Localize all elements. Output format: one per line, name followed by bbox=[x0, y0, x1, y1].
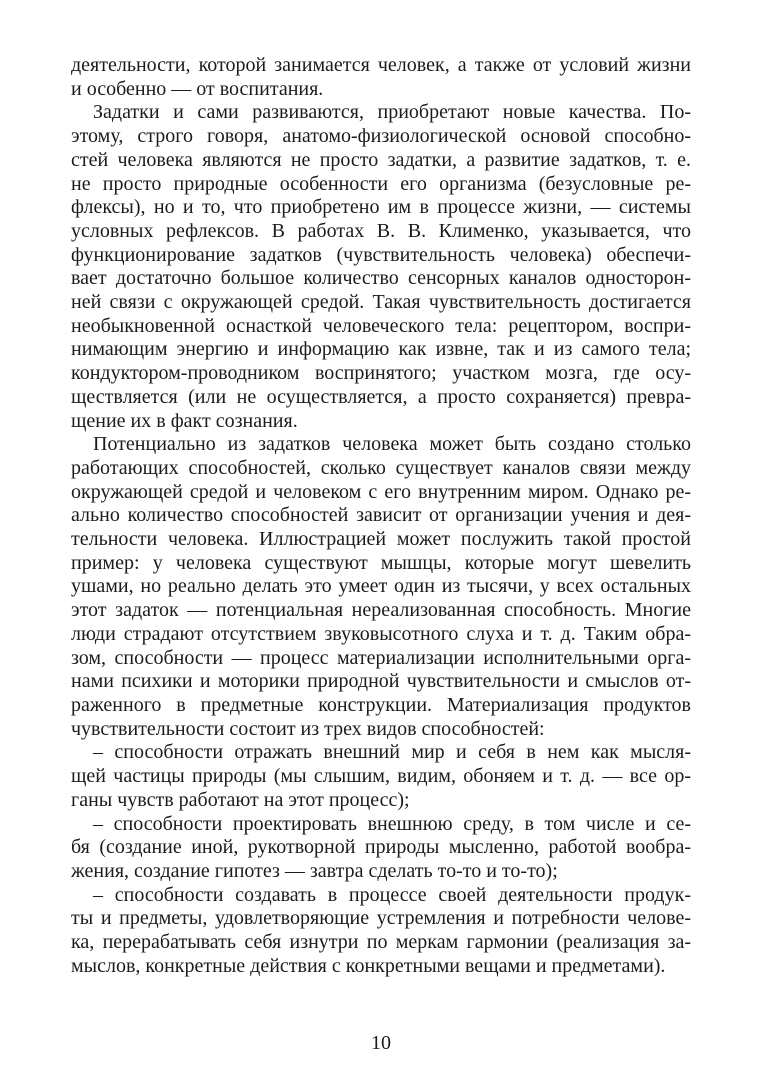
text-line: необыкновенной оснасткой человеческого тела: рецептором, воспри- bbox=[71, 314, 691, 337]
text-line: Задатки и сами развиваются, приобретают новые качества. По- bbox=[93, 101, 691, 124]
text-line: флексы), но и то, что приобретено им в процессе жизни, — системы bbox=[71, 196, 691, 219]
text-line: функционирование задатков (чувствительность человека) обеспечи- bbox=[71, 243, 691, 266]
text-line: стей человека являются не просто задатки, а развитие задатков, т. е. bbox=[71, 148, 691, 171]
text-line: тельности человека. Иллюстрацией может послужить такой простой bbox=[71, 528, 691, 551]
text-line: деятельности, которой занимается человек, а также от условий жизни bbox=[71, 54, 691, 76]
text-line: – способности проектировать внешнюю среду, в том числе и се- bbox=[93, 812, 691, 835]
page-number: 10 bbox=[371, 1032, 391, 1054]
text-line: ществляется (или не осуществляется, а просто сохраняется) превра- bbox=[71, 385, 691, 408]
text-line: ней связи с окружающей средой. Такая чувствительность достигается bbox=[71, 291, 691, 314]
text-line: люди страдают отсутствием звуковысотного слуха и т. д. Таким обра- bbox=[71, 622, 691, 645]
text-line: раженного в предметные конструкции. Материализация продуктов bbox=[71, 693, 691, 716]
text-line: вает достаточно большое количество сенсорных каналов односторон- bbox=[71, 267, 691, 290]
paragraph bbox=[71, 884, 691, 979]
text-line: ганы чувств работают на этот процесс); bbox=[71, 788, 410, 811]
text-line: условных рефлексов. В работах В. В. Клименко, указывается, что bbox=[71, 219, 691, 242]
text-line: щение их в факт сознания. bbox=[71, 409, 298, 432]
text-line: окружающей средой и человеком с его внутренним миром. Однако ре- bbox=[71, 480, 691, 503]
text-line: и особенно — от воспитания. bbox=[71, 77, 324, 100]
paragraph bbox=[71, 433, 691, 741]
text-line: ально количество способностей зависит от организации учения и дея- bbox=[71, 504, 691, 527]
text-line: жения, создание гипотез — завтра сделать то-то и то-то); bbox=[71, 859, 558, 882]
text-line: зом, способности — процесс материализации исполнительными орга- bbox=[71, 646, 691, 669]
text-line: кондуктором-проводником воспринятого; участком мозга, где осу- bbox=[71, 362, 691, 385]
text-block bbox=[71, 54, 691, 978]
paragraph bbox=[71, 741, 691, 812]
text-line: нами психики и моторики природной чувствительности и смыслов от- bbox=[71, 670, 691, 693]
text-line: нимающим энергию и информацию как извне, так и из самого тела; bbox=[71, 338, 691, 361]
paragraph bbox=[71, 54, 691, 101]
text-line: работающих способностей, сколько существует каналов связи между bbox=[71, 456, 691, 479]
text-line: щей частицы природы (мы слышим, видим, обоняем и т. д. — все ор- bbox=[71, 765, 691, 788]
text-line: этот задаток — потенциальная нереализованная способность. Многие bbox=[71, 599, 691, 622]
text-line: бя (создание иной, рукотворной природы мысленно, работой вообра- bbox=[71, 836, 691, 859]
text-line: – способности создавать в процессе своей деятельности продук- bbox=[93, 883, 691, 906]
text-line: не просто природные особенности его организма (безусловные ре- bbox=[71, 172, 691, 195]
text-line: ушами, но реально делать это умеет один из тысячи, у всех остальных bbox=[71, 575, 691, 598]
text-line: пример: у человека существуют мышцы, которые могут шевелить bbox=[71, 551, 691, 574]
text-line: ка, перерабатывать себя изнутри по меркам гармонии (реализация за- bbox=[71, 931, 691, 954]
paragraph bbox=[71, 813, 691, 884]
text-line: мыслов, конкретные действия с конкретными вещами и предметами). bbox=[71, 954, 666, 977]
paragraph bbox=[71, 101, 691, 433]
text-line: – способности отражать внешний мир и себя в нем как мысля- bbox=[93, 741, 691, 764]
text-line: ты и предметы, удовлетворяющие устремления и потребности челове- bbox=[71, 907, 691, 930]
text-line: этому, строго говоря, анатомо-физиологической основой способно- bbox=[71, 125, 691, 148]
text-line: чувствительности состоит из трех видов способностей: bbox=[71, 717, 545, 740]
text-line: Потенциально из задатков человека может быть создано столько bbox=[93, 433, 691, 456]
